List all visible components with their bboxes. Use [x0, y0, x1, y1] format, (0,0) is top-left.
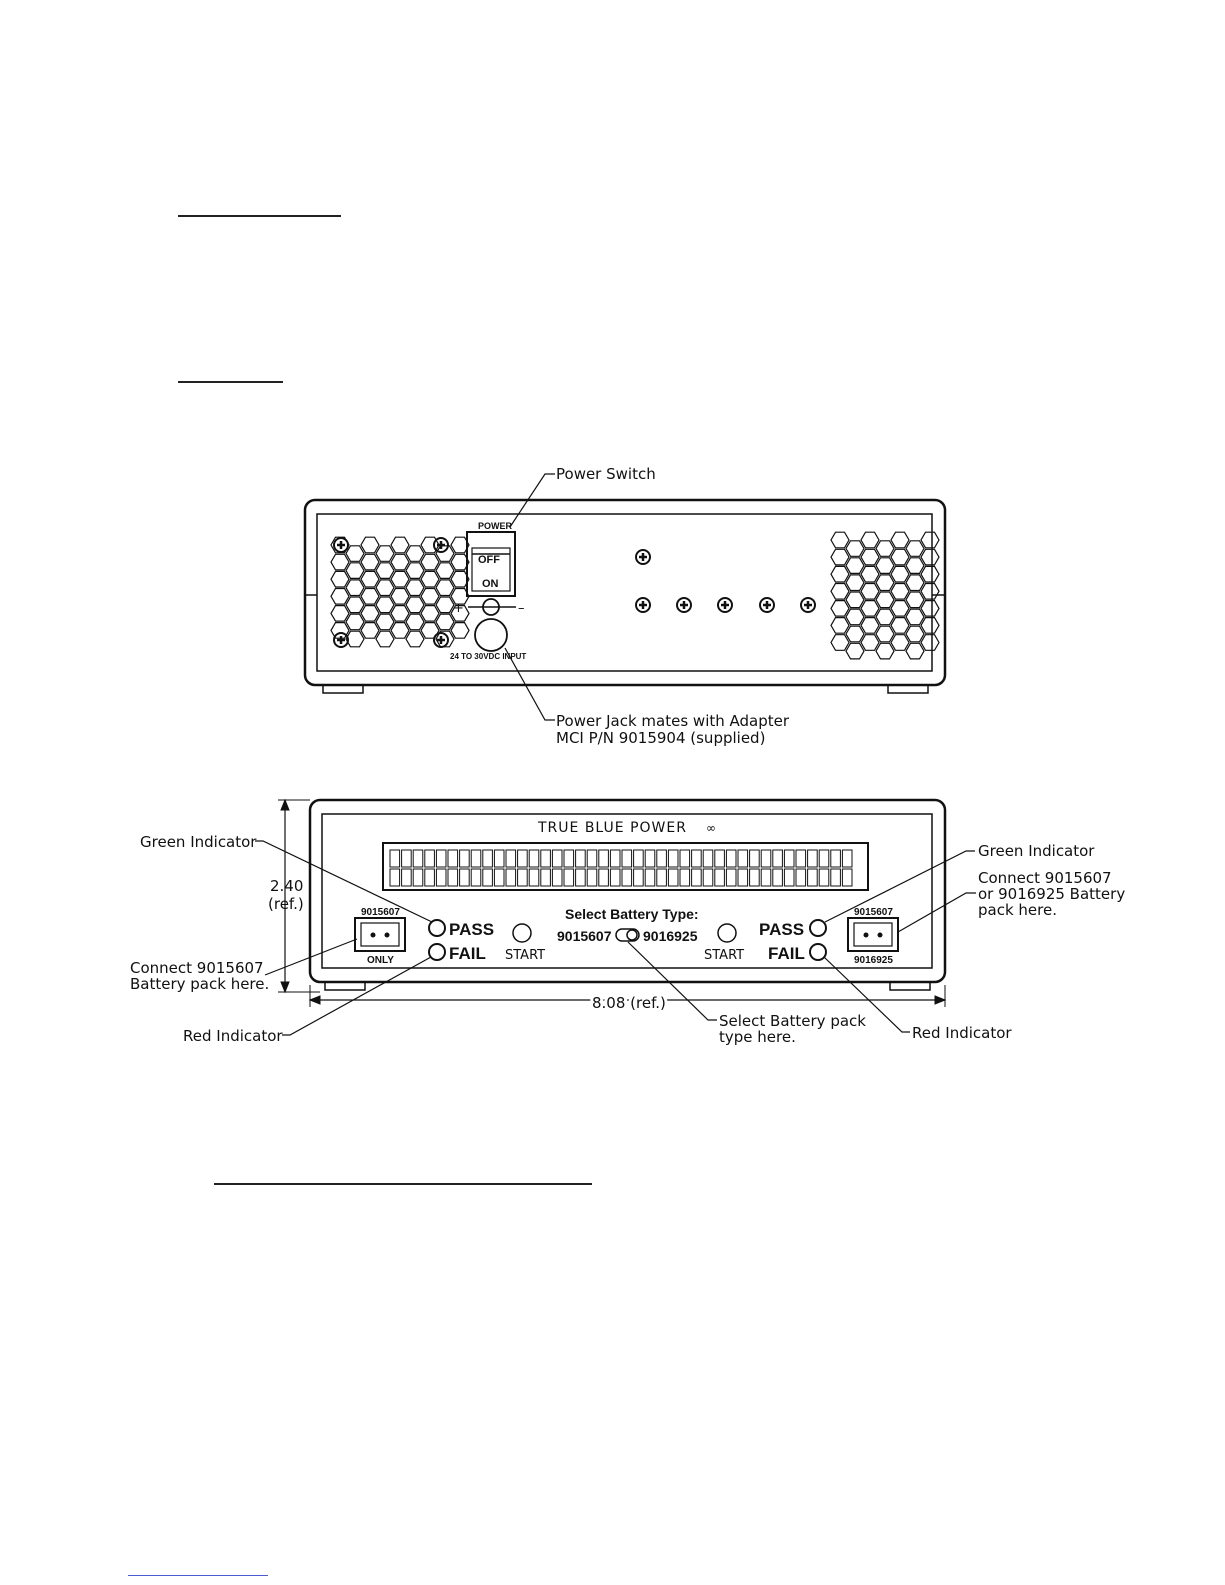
vent-hex [346, 580, 364, 596]
left-fail-label: FAIL [449, 944, 486, 963]
vent-hex [906, 643, 924, 659]
dim-width-label: 8.08 (ref.) [592, 994, 666, 1012]
screw-cross [763, 601, 771, 609]
lcd-cell [750, 869, 760, 886]
select-battery-title: Select Battery Type: [565, 906, 699, 922]
vent-hex [921, 584, 939, 600]
vent-hex [421, 571, 439, 587]
vent-hex [891, 601, 909, 617]
vent-hex [391, 606, 409, 622]
left-start-button[interactable] [513, 924, 531, 942]
lcd-cell [680, 869, 690, 886]
vent-hex [906, 609, 924, 625]
vent-hex [436, 580, 454, 596]
vent-hex [891, 566, 909, 582]
input-label: 24 TO 30VDC INPUT [450, 652, 527, 661]
lcd-cell [460, 850, 470, 867]
vent-hex [921, 635, 939, 651]
lcd-cell [773, 850, 783, 867]
screw-cross [680, 601, 688, 609]
vent-hex [391, 623, 409, 639]
callout-connect-left-1: Connect 9015607 [130, 959, 264, 977]
vent-hex [876, 575, 894, 591]
vent-hex [376, 597, 394, 613]
vent-hex [346, 546, 364, 562]
vent-hex [436, 597, 454, 613]
lcd-cell [471, 869, 481, 886]
lcd-cell [529, 869, 539, 886]
lcd-character-cells [390, 850, 852, 886]
vent-hex [891, 635, 909, 651]
callout-red-left: Red Indicator [183, 1027, 283, 1045]
callout-red-right: Red Indicator [912, 1024, 1012, 1042]
vent-hex [891, 549, 909, 565]
vent-hex [861, 532, 879, 548]
lcd-cell [599, 850, 609, 867]
on-label: ON [482, 578, 499, 590]
vent-hex [876, 626, 894, 642]
lcd-cell [425, 869, 435, 886]
lcd-cell [506, 850, 516, 867]
lcd-cell [796, 850, 806, 867]
vent-hex [876, 592, 894, 608]
vent-hex [391, 554, 409, 570]
vent-hex [906, 592, 924, 608]
left-pass-indicator [429, 920, 445, 936]
vent-hex [361, 537, 379, 553]
screw-cross [721, 601, 729, 609]
vent-hex [436, 546, 454, 562]
vent-hex [376, 631, 394, 647]
power-jack[interactable] [475, 619, 507, 651]
vent-hex [891, 618, 909, 634]
vent-hex [451, 623, 469, 639]
lcd-cell [819, 850, 829, 867]
lcd-cell [750, 850, 760, 867]
vent-hex [421, 589, 439, 605]
callout-green-right: Green Indicator [978, 842, 1095, 860]
lcd-cell [715, 869, 725, 886]
lcd-cell [796, 869, 806, 886]
vent-hex [831, 532, 849, 548]
lcd-cell [819, 869, 829, 886]
callout-green-left: Green Indicator [140, 833, 257, 851]
lcd-cell [576, 850, 586, 867]
lcd-cell [726, 869, 736, 886]
lcd-cell [738, 869, 748, 886]
vent-hex [876, 643, 894, 659]
vent-hex [846, 609, 864, 625]
right-start-label: START [704, 948, 745, 963]
lcd-cell [529, 850, 539, 867]
lcd-cell [599, 869, 609, 886]
vent-hex [361, 623, 379, 639]
lcd-cell [761, 869, 771, 886]
vent-hex [831, 566, 849, 582]
rear-right-vent-hexes [831, 532, 939, 659]
screw-cross [804, 601, 812, 609]
right-fail-label: FAIL [768, 944, 805, 963]
vent-hex [391, 537, 409, 553]
lcd-cell [564, 850, 574, 867]
vent-hex [436, 563, 454, 579]
vent-hex [831, 549, 849, 565]
vent-hex [891, 532, 909, 548]
vent-hex [921, 601, 939, 617]
lcd-cell [738, 850, 748, 867]
lcd-cell [726, 850, 736, 867]
vent-hex [876, 541, 894, 557]
vent-hex [331, 606, 349, 622]
lcd-cell [552, 850, 562, 867]
lcd-cell [518, 869, 528, 886]
vent-hex [421, 554, 439, 570]
left-pass-label: PASS [449, 920, 495, 939]
vent-hex [846, 626, 864, 642]
lcd-cell [518, 850, 528, 867]
leader-connect-right [898, 893, 976, 932]
lcd-cell [657, 869, 667, 886]
vent-hex [921, 549, 939, 565]
vent-hex [406, 631, 424, 647]
lcd-cell [645, 850, 655, 867]
footer-link-underline [128, 1575, 268, 1576]
vent-hex [861, 566, 879, 582]
lcd-cell [610, 850, 620, 867]
lcd-cell [587, 850, 597, 867]
lcd-cell [622, 850, 632, 867]
vent-hex [861, 618, 879, 634]
vent-hex [921, 532, 939, 548]
lcd-cell [692, 850, 702, 867]
lcd-cell [657, 850, 667, 867]
lcd-cell [842, 850, 852, 867]
right-start-button[interactable] [718, 924, 736, 942]
lcd-cell [460, 869, 470, 886]
left-connector-top-label: 9015607 [361, 907, 400, 918]
select-left-label: 9015607 [557, 928, 612, 944]
vent-hex [876, 558, 894, 574]
vent-hex [861, 635, 879, 651]
vent-hex [921, 618, 939, 634]
screw-cross [337, 541, 345, 549]
lcd-cell [576, 869, 586, 886]
lcd-cell [564, 869, 574, 886]
vent-hex [831, 635, 849, 651]
lcd-cell [773, 869, 783, 886]
right-pass-indicator [810, 920, 826, 936]
lcd-cell [784, 869, 794, 886]
lcd-cell [668, 850, 678, 867]
callout-jack-line2: MCI P/N 9015904 (supplied) [556, 729, 766, 747]
lcd-cell [622, 869, 632, 886]
callout-connect-left-2: Battery pack here. [130, 975, 270, 993]
lcd-cell [761, 850, 771, 867]
callout-connect-right-1: Connect 9015607 [978, 869, 1112, 887]
lcd-cell [587, 869, 597, 886]
lcd-cell [471, 850, 481, 867]
vent-hex [376, 563, 394, 579]
lcd-cell [483, 869, 493, 886]
lcd-cell [784, 850, 794, 867]
brand-label: TRUE BLUE POWER [538, 820, 687, 836]
rear-view [305, 474, 945, 720]
screw-cross [639, 553, 647, 561]
vent-hex [861, 584, 879, 600]
brand-logo: ∞ [706, 821, 716, 835]
left-fail-indicator [429, 944, 445, 960]
vent-hex [376, 580, 394, 596]
select-right-label: 9016925 [643, 928, 698, 944]
vent-hex [361, 554, 379, 570]
lcd-cell [552, 869, 562, 886]
vent-hex [406, 580, 424, 596]
left-connector-bottom-label: ONLY [367, 955, 394, 966]
lcd-cell [436, 869, 446, 886]
lcd-cell [692, 869, 702, 886]
minus-sign: – [518, 601, 525, 616]
lcd-cell [703, 869, 713, 886]
lcd-cell [831, 850, 841, 867]
vent-hex [406, 597, 424, 613]
vent-hex [846, 541, 864, 557]
vent-hex [831, 584, 849, 600]
callout-power-switch: Power Switch [556, 465, 656, 483]
power-label: POWER [478, 521, 513, 531]
vent-hex [906, 626, 924, 642]
right-connector-top-label: 9015607 [854, 907, 893, 918]
lcd-cell [483, 850, 493, 867]
vent-hex [436, 614, 454, 630]
lcd-cell [715, 850, 725, 867]
vent-hex [846, 575, 864, 591]
lcd-cell [448, 850, 458, 867]
vent-hex [846, 558, 864, 574]
vent-hex [406, 563, 424, 579]
lcd-cell [808, 869, 818, 886]
callout-select-2: type here. [719, 1028, 796, 1046]
vent-hex [891, 584, 909, 600]
lcd-cell [413, 850, 423, 867]
lcd-cell [402, 850, 412, 867]
lcd-cell [436, 850, 446, 867]
lcd-cell [808, 850, 818, 867]
vent-hex [346, 597, 364, 613]
left-start-label: START [505, 948, 546, 963]
screw-cross [337, 636, 345, 644]
vent-hex [391, 571, 409, 587]
vent-hex [391, 589, 409, 605]
vent-hex [331, 554, 349, 570]
vent-hex [421, 606, 439, 622]
vent-hex [906, 558, 924, 574]
lcd-cell [425, 850, 435, 867]
lcd-cell [448, 869, 458, 886]
vent-hex [876, 609, 894, 625]
right-pass-label: PASS [759, 920, 805, 939]
vent-hex [346, 563, 364, 579]
lcd-cell [610, 869, 620, 886]
plus-sign: + [453, 601, 464, 616]
callout-connect-right-3: pack here. [978, 901, 1057, 919]
right-fail-indicator [810, 944, 826, 960]
lcd-cell [680, 850, 690, 867]
lcd-cell [634, 850, 644, 867]
lcd-cell [842, 869, 852, 886]
lcd-cell [390, 869, 400, 886]
vent-hex [406, 546, 424, 562]
vent-hex [831, 618, 849, 634]
vent-hex [906, 541, 924, 557]
rear-text [450, 465, 790, 747]
vent-hex [906, 575, 924, 591]
vent-hex [846, 643, 864, 659]
vent-hex [331, 571, 349, 587]
callout-jack-line1: Power Jack mates with Adapter [556, 712, 790, 730]
lcd-cell [390, 850, 400, 867]
vent-hex [331, 589, 349, 605]
vent-hex [846, 592, 864, 608]
lcd-cell [645, 869, 655, 886]
lcd-cell [541, 850, 551, 867]
callout-select-1: Select Battery pack [719, 1012, 866, 1030]
vent-hex [376, 614, 394, 630]
vent-hex [831, 601, 849, 617]
lcd-cell [634, 869, 644, 886]
vent-hex [361, 589, 379, 605]
callout-connect-right-2: or 9016925 Battery [978, 885, 1126, 903]
lcd-cell [402, 869, 412, 886]
vent-hex [921, 566, 939, 582]
vent-hex [376, 546, 394, 562]
vent-hex [346, 614, 364, 630]
right-connector-bottom-label: 9016925 [854, 955, 893, 966]
lcd-cell [494, 850, 504, 867]
vent-hex [361, 571, 379, 587]
lcd-cell [541, 869, 551, 886]
lcd-cell [831, 869, 841, 886]
screw-cross [437, 541, 445, 549]
lcd-cell [668, 869, 678, 886]
rear-left-vent-hexes [331, 537, 469, 647]
vent-hex [406, 614, 424, 630]
vent-hex [861, 549, 879, 565]
vent-hex [861, 601, 879, 617]
lcd-cell [703, 850, 713, 867]
vent-hex [361, 606, 379, 622]
off-label: OFF [478, 554, 500, 566]
screw-cross [639, 601, 647, 609]
lcd-cell [494, 869, 504, 886]
dim-height-value: 2.40 [270, 877, 304, 895]
dim-height-ref: (ref.) [268, 895, 304, 913]
lcd-cell [506, 869, 516, 886]
lcd-cell [413, 869, 423, 886]
